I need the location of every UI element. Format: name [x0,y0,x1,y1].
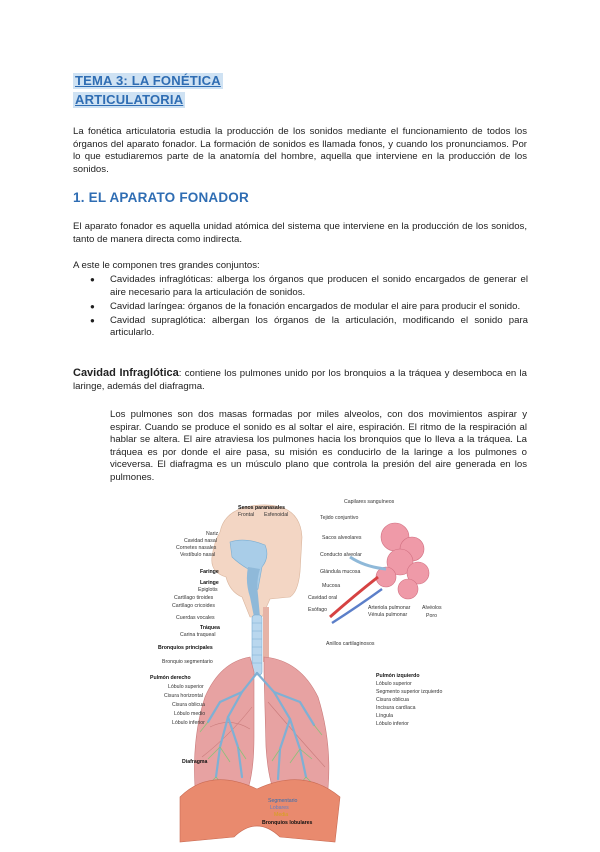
label-nasal-conchae: Cornetes nasales [176,545,217,551]
label-sphenoidal: Esfenoidal [264,512,289,518]
lungs-paragraph: Los pulmones son dos masas formadas por miles alveolos, con dos movimientos aspirar y espirar. Cuando se produce el sonido es al soltar el aire, espiración. El ritmo de la respiración al hablar se altera. El aire atraviesa los pulmones hacia los bronquios que lo lleva a la tráquea. La tráquea es por donde el aire pasa, su misión es conducirlo de la laringe a los pulmones o viceversa. El diafragma es un músculo plano que controla la presión del aire generada en los pulmones. [110,409,527,483]
label-epiglottis: Epiglotis [198,587,218,593]
intro-paragraph: La fonética articulatoria estudia la producción de los sonidos mediante el funcionamiento de todos los órganos del aparato fonador. La formación de sonidos es llamada fonos, y cuando los pronunciamos. Por lo que estudiaremos parte de la anatomía del hombre, aquella que interviene en la producción de los sonidos. [73,126,527,175]
label-oral-cavity: Cavidad oral [308,595,338,601]
list-item: ● Cavidad laríngea: órganos de la fonación encargados de modular el aire para producir el sonido. [90,301,528,314]
label-lobular-bronchi: Bronquios lobulares [262,820,313,826]
label-pore: Poro [426,613,437,619]
document-title-line-1: TEMA 3: LA FONÉTICA [75,73,221,88]
respiratory-system-figure [150,497,450,847]
trachea [252,615,262,675]
label-upper-left-segment: Segmento superior izquierdo [376,689,443,695]
infraglottic-text: : contiene los pulmones unido por los bronquios a la tráquea y desemboca en la laringe, además del diafragma. [73,368,527,392]
label-right-upper-lobe: Lóbulo superior [168,684,204,690]
label-esophagus: Esófago [308,607,328,613]
label-alveolar-sacs: Sacos alveolares [322,535,362,541]
infraglottic-paragraph [73,367,527,393]
esophagus [263,607,269,662]
label-alveoli: Alvéolos [422,605,442,611]
label-paranasal-sinuses: Senos paranasales [238,505,286,511]
label-diaphragm: Diafragma [182,759,208,765]
label-left-lower-lobe: Lóbulo inferior [376,721,409,727]
label-left-upper-lobe: Lóbulo superior [376,681,412,687]
label-cartilage-rings: Anillos cartilaginosos [326,641,375,647]
left-lung [264,657,329,799]
infraglottic-heading: Cavidad Infraglótica [73,367,179,379]
label-trachea: Tráquea [200,625,220,631]
label-right-oblique-fissure: Cisura oblicua [172,702,205,708]
section-heading: 1. EL APARATO FONADOR [73,190,249,205]
list-item: ● Cavidad supraglótica: albergan los órganos de la articulación, modificando el sonido para articularlo. [90,315,528,340]
section-paragraph-2: A este le componen tres grandes conjuntos: [73,260,260,271]
label-mucous-gland: Glándula mucosa [320,569,361,575]
list-item: ● Cavidades infraglóticas: alberga los órganos que producen el sonido encargados de generar el aire necesario para la articulación de sonidos. [90,274,528,299]
label-middle-lobe: Lóbulo medio [174,711,206,717]
label-thyroid-cartilage: Cartílago tiroides [174,595,214,601]
bullet-list [90,274,528,341]
label-nasal-vestibule: Vestíbulo nasal [180,552,216,558]
label-pulmonary-venule: Vénula pulmonar [368,612,408,618]
label-right-lower-lobe: Lóbulo inferior [172,720,205,726]
label-left-oblique-fissure: Cisura oblicua [376,697,409,703]
label-right-lung: Pulmón derecho [150,675,191,681]
label-media: Media [274,812,289,818]
label-pharynx: Faringe [200,569,219,575]
label-mucosa: Mucosa [322,583,341,589]
label-lingula: Língula [376,713,394,719]
label-connective-tissue: Tejido conjuntivo [320,515,359,521]
label-cricoid-cartilage: Cartílago cricoides [172,603,215,609]
label-frontal: Frontal [238,512,255,518]
label-carina: Carina traqueal [180,632,216,638]
label-pulmonary-arteriole: Arteriola pulmonar [368,605,411,611]
label-left-lung: Pulmón izquierdo [376,673,420,679]
diaphragm [180,780,340,842]
label-capillaries: Capilares sanguíneos [344,499,395,505]
label-cardiac-notch: Incisura cardíaca [376,705,416,711]
label-segmental-bronchus: Bronquio segmentario [162,659,213,665]
label-larynx: Laringe [200,580,219,586]
label-vocal-cords: Cuerdas vocales [176,615,215,621]
label-alveolar-duct: Conducto alveolar [320,552,362,558]
label-main-bronchi: Bronquios principales [158,645,213,651]
label-horizontal-fissure: Cisura horizontal [164,693,203,699]
label-segmental: Segmentario [268,798,298,804]
label-lobar: Lobares [270,805,289,811]
label-nasal-cavity: Cavidad nasal [184,538,217,544]
label-nose: Nariz [206,531,219,537]
section-paragraph-1: El aparato fonador es aquella unidad atómica del sistema que interviene en la producción de los sonidos, tanto de manera directa como indirecta. [73,221,527,245]
document-title-line-2: ARTICULATORIA [75,92,184,107]
